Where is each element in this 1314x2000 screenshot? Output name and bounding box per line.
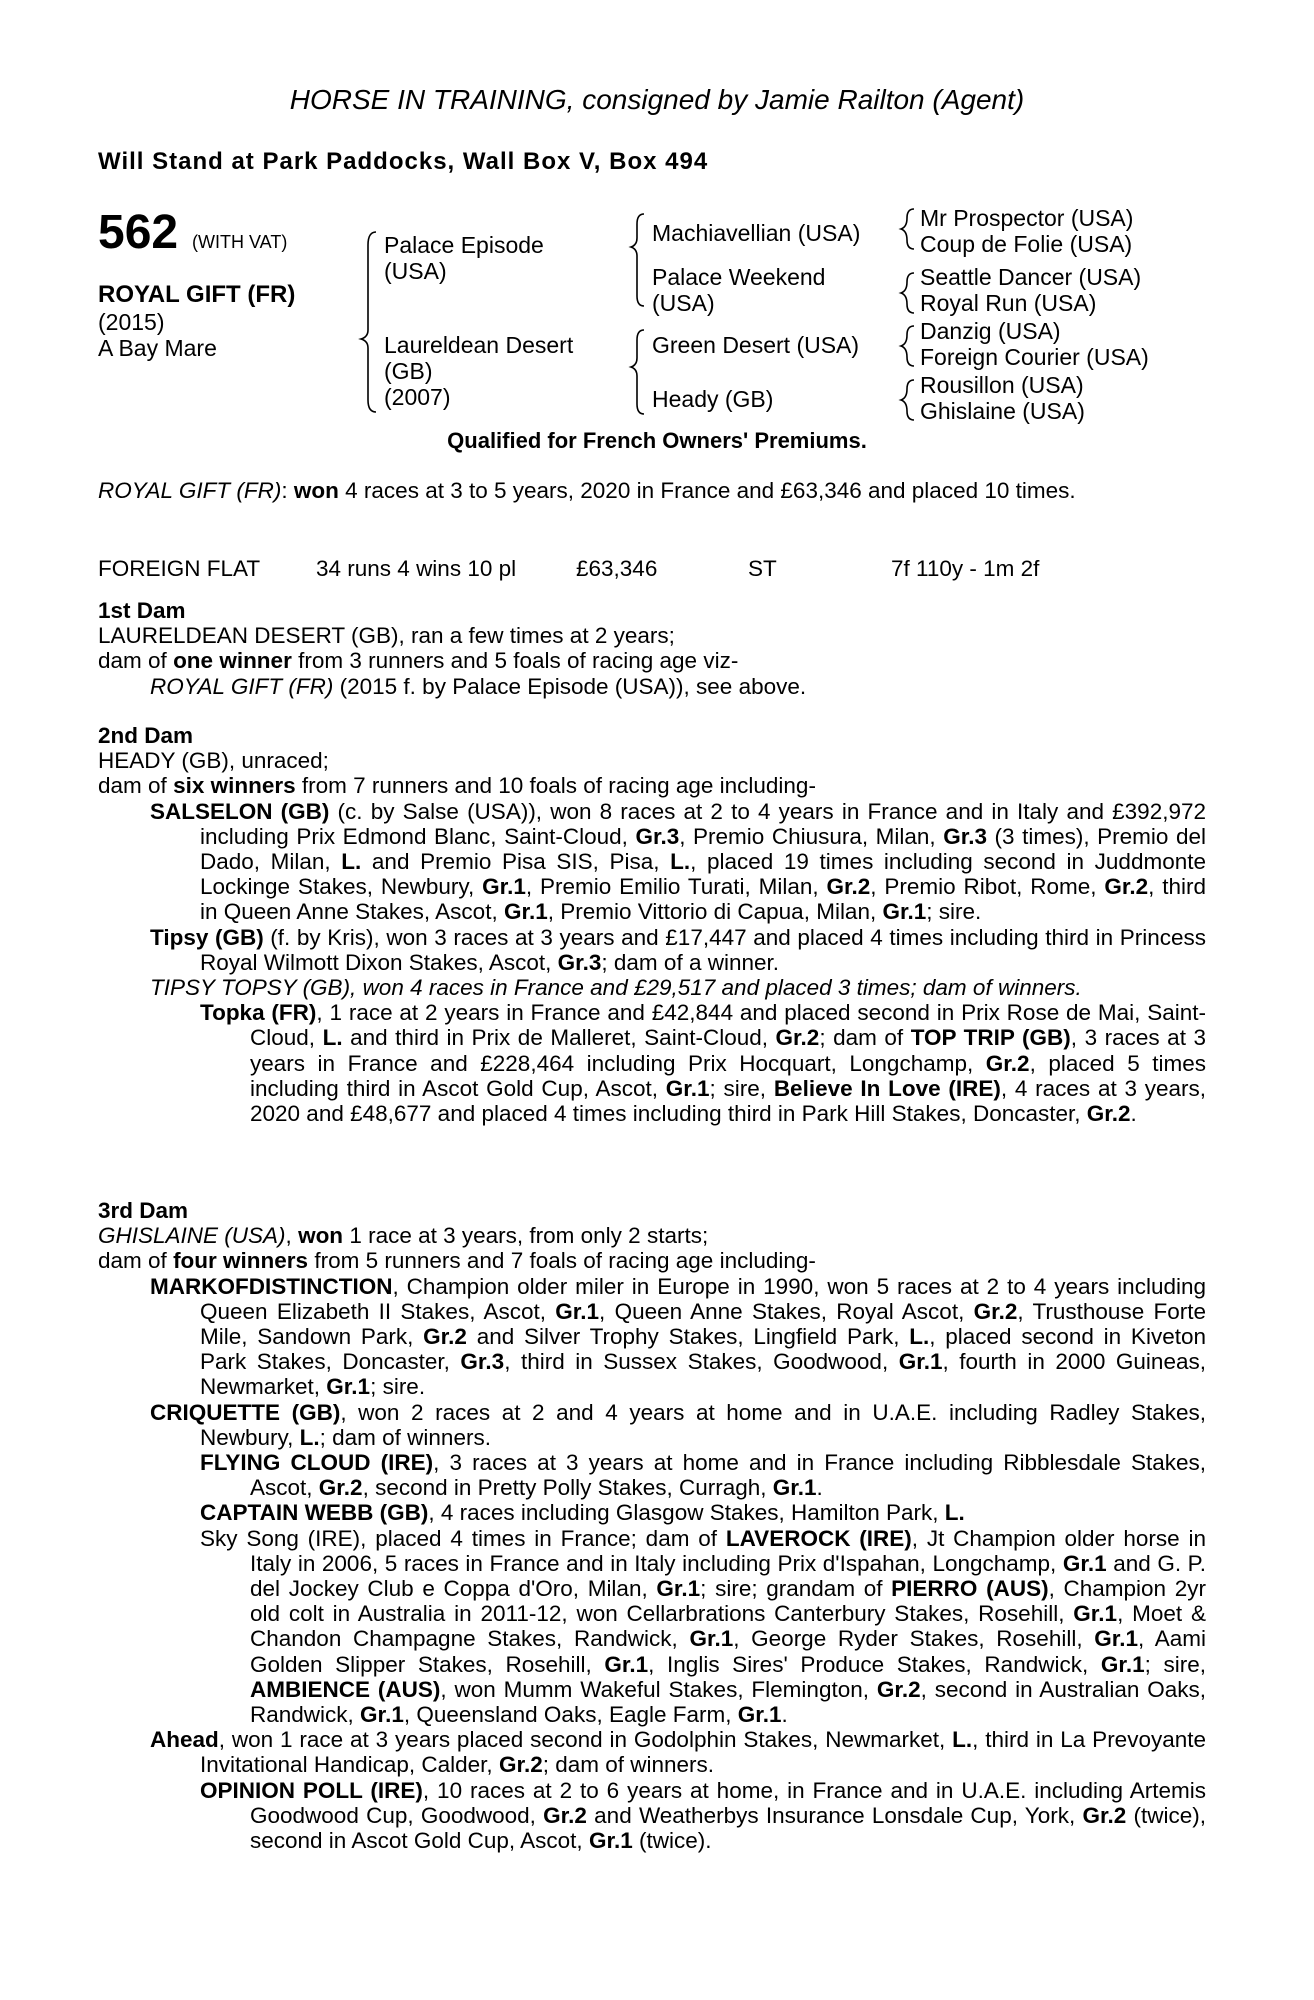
pedigree-dsd: Foreign Courier (USA) [920,344,1149,370]
bold-run: Gr.1 [360,1702,404,1728]
text-run: , Trusthouse Forte Mile, Sandown Park, [200,1298,1206,1350]
bold-run: Gr.1 [1094,1626,1139,1652]
bold-run: L. [341,849,362,875]
bold-run: SALSELON (GB) [150,798,330,824]
race-summary [98,478,1206,503]
summary-won: won [293,478,339,503]
pedigree-sire-dam: Palace Weekend [652,264,826,290]
winner-count: six winners [173,773,296,799]
text-run: ; sire. [370,1374,426,1400]
text: from 5 runners and 7 foals of racing age including- [314,1248,816,1274]
text: dam of [98,1248,167,1274]
third-dam-title: 3rd Dam [98,1198,189,1223]
entry-criquette [150,1400,1206,1450]
text-run: and Premio Pisa SIS, Pisa, [361,849,671,875]
bold-run: Gr.2 [543,1802,587,1828]
bold-run: L. [909,1324,930,1350]
bold-run: Gr.1 [588,1828,633,1854]
text: dam of [98,648,167,674]
third-dam-section [98,1198,1206,1853]
entry-markofdistinction [150,1274,1206,1400]
bold-run: Gr.2 [985,1050,1030,1076]
bold-run: Gr.1 [1073,1601,1118,1627]
text-run: , second in Pretty Polly Stakes, Curragh, [362,1475,773,1501]
record-going: ST [748,556,777,581]
bold-run: Gr.1 [326,1374,371,1400]
bold-run: Gr.3 [460,1349,505,1375]
summary-text: 4 races at 3 to 5 years, 2020 in France and £63,346 and placed 10 [345,478,1010,503]
bold-run: L. [952,1727,973,1753]
bold-run: L. [322,1025,343,1051]
pedigree-dss: Danzig (USA) [920,318,1061,344]
text-run: , won 2 races at 2 and 4 years at home and in U.A.E. including Radley Stakes, Newbury, [200,1399,1206,1450]
entry-tipsy-topsy: TIPSY TOPSY (GB), won 4 races in France and £29,517 and placed 3 times; dam of winners. [150,975,1082,1001]
pedigree-sire-dam-country: (USA) [652,290,715,316]
text-run: , Jt Champion older horse in Italy in 2006, 5 races in France and in Italy including Prix d'Ispahan, Longchamp, [250,1525,1206,1576]
text: , [285,1223,299,1249]
entry-tipsy [150,925,1206,975]
text-run: , George Ryder Stakes, Rosehill, [733,1626,1095,1652]
text-run: (3 times), Premio del Dado, Milan, [200,823,1206,875]
bold-run: Gr.2 [826,874,871,900]
bold-run: Gr.3 [943,823,988,849]
bold-run: CAPTAIN WEBB (GB) [200,1500,429,1526]
text: from 7 runners and 10 foals of racing age including- [301,773,816,799]
bold-run: Gr.1 [503,899,548,925]
entry-topka [200,1000,1206,1126]
record-distance: 7f 110y - 1m 2f [891,556,1040,581]
bold-run: Gr.1 [772,1475,817,1501]
text-run: and third in Prix de Malleret, Saint-Cloud, [342,1025,776,1051]
text-run: , won 1 race at 3 years placed second in Godolphin Stakes, Newmarket, [218,1727,953,1753]
bold-run: Gr.2 [498,1752,543,1778]
text-run: , Aami Golden Slipper Stakes, Rosehill, [250,1626,1206,1677]
third-dam-line [98,1223,1206,1248]
bold-run: TOP TRIP (GB) [910,1025,1071,1051]
summary-colon: : [281,478,288,503]
text-run: Sky Song (IRE), placed 4 times in France; dam of [200,1525,726,1551]
bold-run: L. [944,1500,965,1526]
bold-run: Gr.2 [423,1324,467,1350]
winner-count: one winner [173,648,292,674]
entry-captain-webb [200,1500,1206,1525]
bold-run: Gr.1 [882,899,927,925]
pedigree-dam: Laureldean Desert [384,332,574,358]
text-run: ; sire; grandam of [700,1576,892,1602]
bold-run: L. [299,1424,320,1450]
bold-run: Gr.1 [604,1651,649,1677]
first-dam-title: 1st Dam [98,598,186,623]
pedigree-sdd: Royal Run (USA) [920,290,1097,316]
dam-name: GHISLAINE (USA) [98,1223,286,1249]
bold-run: Gr.1 [898,1349,943,1375]
text: 1 race at 3 years, from only 2 starts; [343,1223,709,1249]
bold-run: Gr.2 [876,1676,921,1702]
bold-run: Gr.1 [737,1702,782,1728]
record-earnings: £63,346 [576,556,658,581]
text-run: , placed second in Kiveton Park Stakes, Doncaster, [200,1324,1206,1375]
text-run: . [1130,1101,1137,1127]
summary-text-end: times. [1015,478,1076,503]
bold-run: Gr.2 [1104,874,1149,900]
pedigree-sire-country: (USA) [384,258,447,284]
bold-run: AMBIENCE (AUS) [250,1676,441,1702]
text-run: ; sire, [1144,1651,1206,1677]
entry-sky-song [200,1526,1206,1728]
text-run: , Premio Emilio Turati, Milan, [525,874,827,900]
text-run: , placed 19 times including second in Juddmonte Lockinge Stakes, Newbury, [200,849,1206,900]
text: from 3 runners and 5 foals of racing age viz- [298,648,739,674]
racing-record [98,556,1206,584]
text-run: , Premio Ribot, Rome, [870,874,1105,900]
text-run: , fourth in 2000 Guineas, Newmarket, [200,1349,1206,1400]
bold-run: Gr.2 [1086,1101,1131,1127]
text-run: , second in Australian Oaks, Randwick, [250,1676,1206,1728]
text-run: , third in Queen Anne Stakes, Ascot, [200,874,1207,925]
bold-run: Gr.3 [635,823,680,849]
won: won [298,1223,344,1249]
pedigree-sss: Mr Prospector (USA) [920,205,1134,231]
bold-run: PIERRO (AUS) [891,1576,1049,1602]
text-run: ; dam of winners. [542,1752,715,1778]
text-run: and Weatherbys Insurance Lonsdale Cup, York, [586,1802,1083,1828]
text-run: , 3 races at 3 years at home and in France including Ribblesdale Stakes, Ascot, [250,1450,1206,1501]
text: dam of [98,773,167,799]
bold-run: Ahead [150,1727,219,1753]
third-dam-produce-line [98,1248,1206,1273]
bold-run: FLYING CLOUD (IRE) [200,1450,434,1476]
text-run: , Premio Vittorio di Capua, Milan, [547,899,883,925]
second-dam-produce-line [98,773,1206,798]
text-run: (f. by Kris), won 3 races at 3 years and £17,447 and placed 4 times including third in Princess Royal Wilmott Dixon Stakes, Ascot, [200,924,1206,975]
bold-run: Gr.1 [482,874,526,900]
text-run: , placed 5 times including third in Ascot Gold Cup, Ascot, [250,1050,1207,1101]
foal-name: ROYAL GIFT (FR) [150,673,334,699]
bold-run: Gr.2 [318,1475,363,1501]
catalogue-header: HORSE IN TRAINING, consigned by Jamie Railton (Agent) [289,84,1025,115]
second-dam-line: HEADY (GB), unraced; [98,748,329,774]
text-run: (twice), second in Ascot Gold Cup, Ascot, [250,1802,1206,1854]
pedigree-dam-country: (GB) [384,358,433,384]
bold-run: Gr.1 [689,1626,734,1652]
text-run: ; dam of winners. [319,1424,491,1450]
pedigree-ssd: Coup de Folie (USA) [920,231,1133,257]
pedigree-sire-sire: Machiavellian (USA) [652,220,861,246]
entry-opinion-poll [200,1778,1206,1854]
second-dam-title: 2nd Dam [98,723,194,748]
text-run: , 4 races at 3 years, 2020 and £48,677 and placed 4 times including third in Park Hill Stakes, Doncaster, [250,1075,1206,1127]
text-run: , 3 races at 3 years in France and £228,464 including Prix Hocquart, Longchamp, [250,1025,1206,1076]
text-run: , Queensland Oaks, Eagle Farm, [403,1702,738,1728]
bold-run: OPINION POLL (IRE) [200,1777,423,1803]
text-run: . [781,1702,788,1728]
text-run: , 1 race at 2 years in France and £42,844 and placed second in Prix Rose de Mai, Saint-Cloud, [250,1000,1206,1051]
bold-run: CRIQUETTE (GB) [150,1399,341,1425]
summary-horse-name: ROYAL GIFT (FR) [98,478,282,503]
bold-run: Gr.2 [775,1025,820,1051]
horse-name: ROYAL GIFT (FR) [98,281,296,308]
pedigree-dam-year: (2007) [384,384,451,410]
bold-run: Gr.1 [555,1298,600,1324]
vat-note: (WITH VAT) [192,232,288,252]
text-run: ; dam of [819,1025,911,1051]
foal-detail: (2015 f. by Palace Episode (USA)), see above. [339,673,807,699]
bold-run: Gr.3 [557,949,602,975]
pedigree-ddd: Ghislaine (USA) [920,398,1085,424]
bold-run: LAVEROCK (IRE) [725,1525,912,1551]
bold-run: Gr.1 [656,1576,701,1602]
text-run: , Champion older miler in Europe in 1990, won 5 races at 2 to 4 years including Queen Elizabeth II Stakes, Ascot, [200,1273,1206,1324]
first-dam-foal [150,674,1206,699]
second-dam-section [98,723,1206,1126]
pedigree-dds: Rousillon (USA) [920,372,1084,398]
text-run: , won Mumm Wakeful Stakes, Flemington, [440,1676,877,1702]
record-category: FOREIGN FLAT [98,556,261,581]
text-run: , 4 races including Glasgow Stakes, Hamilton Park, [428,1500,945,1526]
pedigree-dam-sire: Green Desert (USA) [652,332,860,358]
text-run: . [816,1475,823,1501]
bold-run: Gr.2 [973,1298,1018,1324]
text-run: , Moet & Chandon Champagne Stakes, Randwick, [250,1601,1206,1652]
text-run: , 10 races at 2 to 6 years at home, in France and in U.A.E. including Artemis Goodwood Cup, Goodwood, [250,1777,1206,1828]
pedigree-dam-dam: Heady (GB) [652,386,774,412]
text-run: , Champion 2yr old colt in Australia in 2011-12, won Cellarbrations Canterbury Stakes, Rosehill, [250,1576,1206,1627]
first-dam-produce-line [98,648,1206,673]
text-run: and G. P. del Jockey Club e Coppa d'Oro, Milan, [250,1550,1206,1602]
text-run: , Premio Chiusura, Milan, [679,823,944,849]
pedigree-sire: Palace Episode [384,232,544,258]
text-run: and Silver Trophy Stakes, Lingfield Park, [466,1324,910,1350]
text-run: , third in Sussex Stakes, Goodwood, [504,1349,899,1375]
pedigree-sds: Seattle Dancer (USA) [920,264,1142,290]
text-run: ; sire. [926,899,982,925]
bold-run: Tipsy (GB) [150,924,264,950]
entry-salselon [150,799,1206,925]
record-runs: 34 runs 4 wins 10 pl [316,556,517,581]
stand-location: Will Stand at Park Paddocks, Wall Box V, Box 494 [98,148,709,175]
first-dam-line: LAURELDEAN DESERT (GB), ran a few times at 2 years; [98,623,675,649]
horse-description: A Bay Mare [98,335,217,361]
text-run: (c. by Salse (USA)), won 8 races at 2 to 4 years in France and in Italy and £392,972 including Prix Edmond Blanc, Saint-Cloud, [200,798,1206,849]
bold-run: Topka (FR) [200,1000,317,1026]
bold-run: L. [670,849,691,875]
text-run: (twice). [632,1828,712,1854]
bold-run: Gr.1 [1100,1651,1145,1677]
text-run: , Inglis Sires' Produce Stakes, Randwick, [648,1651,1101,1677]
winner-count: four winners [173,1248,309,1274]
text-run: , third in La Prevoyante Invitational Handicap, Calder, [200,1727,1206,1778]
entry-flying-cloud [200,1450,1206,1500]
bold-run: Believe In Love (IRE) [773,1075,1001,1101]
bold-run: Gr.1 [665,1075,710,1101]
text-run: ; dam of a winner. [601,949,780,975]
text-run: ; sire, [709,1075,774,1101]
text-run: , Queen Anne Stakes, Royal Ascot, [599,1298,974,1324]
first-dam-section [98,598,1206,699]
foaling-year: (2015) [98,309,165,335]
bold-run: MARKOFDISTINCTION [150,1273,393,1299]
entry-ahead [150,1727,1206,1777]
bold-run: Gr.1 [1062,1550,1107,1576]
bold-run: Gr.2 [1082,1802,1127,1828]
lot-number: 562 [98,206,179,259]
qualified-note: Qualified for French Owners' Premiums. [447,428,867,453]
